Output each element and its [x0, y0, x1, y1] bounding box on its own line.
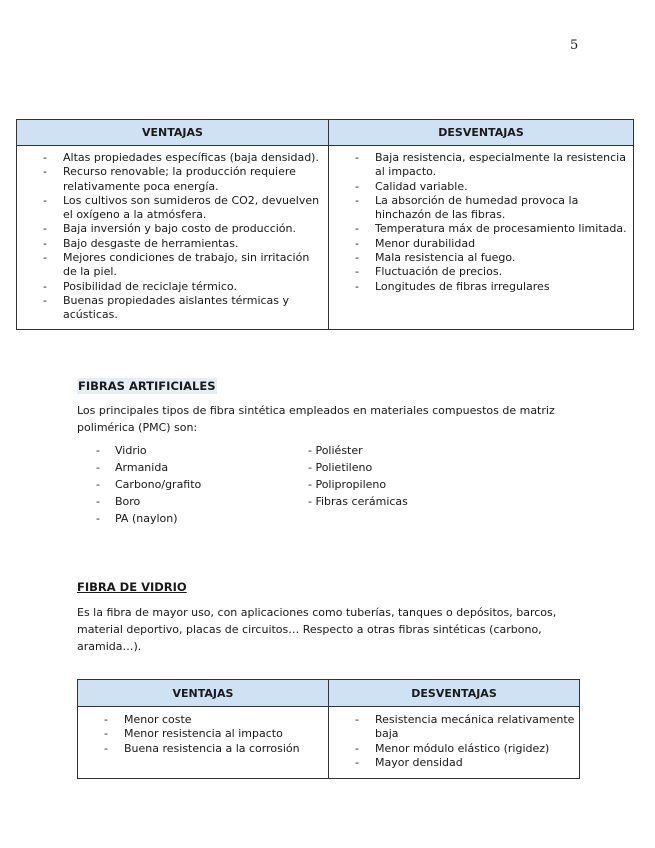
synthetic-fibers-list-right: [308, 442, 408, 510]
list-item: - Polietileno: [308, 461, 373, 474]
list-item: - Mala resistencia al fuego.: [375, 251, 629, 265]
list-item: - Menor coste: [124, 713, 324, 727]
ventajas-list: [21, 151, 324, 323]
list-item: - Los cultivos son sumideros de CO2, devuelven el oxígeno a la atmósfera.: [63, 194, 324, 223]
desventajas-cell: [329, 146, 634, 330]
list-item: - Resistencia mecánica relativamente baja: [375, 713, 575, 742]
header-desventajas: DESVENTAJAS: [329, 120, 634, 146]
fibra-de-vidrio-paragraph: Es la fibra de mayor uso, con aplicaciones como tuberías, tanques o depósitos, barcos, material deportivo, placas de circuitos… Respecto a otras fibras sintéticas (carbono, aramida…).: [77, 606, 557, 653]
header-ventajas: VENTAJAS: [78, 680, 329, 707]
list-item: - La absorción de humedad provoca la hinchazón de las fibras.: [375, 194, 629, 223]
header-desventajas: DESVENTAJAS: [329, 680, 580, 707]
fibras-artificiales-paragraph: Los principales tipos de fibra sintética empleados en materiales compuestos de matriz polimérica (PMC) son:: [77, 404, 555, 434]
list-item: - Boro: [115, 493, 201, 510]
list-item: - Calidad variable.: [375, 180, 629, 194]
fibra-de-vidrio-heading: FIBRA DE VIDRIO: [77, 580, 187, 594]
list-item: - Fluctuación de precios.: [375, 265, 629, 279]
header-ventajas: VENTAJAS: [17, 120, 329, 146]
ventajas-list: [82, 713, 324, 756]
list-item: - Fibras cerámicas: [308, 495, 408, 508]
ventajas-cell: [17, 146, 329, 330]
list-item: - Menor durabilidad: [375, 237, 629, 251]
list-item: - Vidrio: [115, 442, 201, 459]
list-item: - Buenas propiedades aislantes térmicas y acústicas.: [63, 294, 324, 323]
desventajas-list: [333, 151, 629, 294]
list-item: - Poliéster: [308, 444, 363, 457]
glass-fiber-pros-cons-table: [77, 679, 580, 779]
synthetic-fibers-list-left: [115, 442, 201, 527]
list-item: - Altas propiedades específicas (baja densidad).: [63, 151, 324, 165]
list-item: - Posibilidad de reciclaje térmico.: [63, 280, 324, 294]
desventajas-list: [333, 713, 575, 770]
ventajas-cell: [78, 707, 329, 779]
list-item: - Baja inversión y bajo costo de producción.: [63, 222, 324, 236]
list-item: - Mayor densidad: [375, 756, 575, 770]
natural-fibers-pros-cons-table: [16, 119, 634, 330]
list-item: - Temperatura máx de procesamiento limitada.: [375, 222, 629, 236]
list-item: - Mejores condiciones de trabajo, sin irritación de la piel.: [63, 251, 324, 280]
list-item: - PA (naylon): [115, 510, 201, 527]
list-item: - Baja resistencia, especialmente la resistencia al impacto.: [375, 151, 629, 180]
list-item: - Polipropileno: [308, 478, 387, 491]
list-item: - Bajo desgaste de herramientas.: [63, 237, 324, 251]
list-item: - Carbono/grafito: [115, 476, 201, 493]
page-number: 5: [570, 38, 579, 53]
list-item: - Armanida: [115, 459, 201, 476]
fibras-artificiales-heading: FIBRAS ARTIFICIALES: [78, 379, 216, 393]
list-item: - Buena resistencia a la corrosión: [124, 742, 324, 756]
list-item: - Longitudes de fibras irregulares: [375, 280, 629, 294]
list-item: - Menor resistencia al impacto: [124, 727, 324, 741]
list-item: - Menor módulo elástico (rigidez): [375, 742, 575, 756]
list-item: - Recurso renovable; la producción requiere relativamente poca energía.: [63, 165, 324, 194]
desventajas-cell: [329, 707, 580, 779]
